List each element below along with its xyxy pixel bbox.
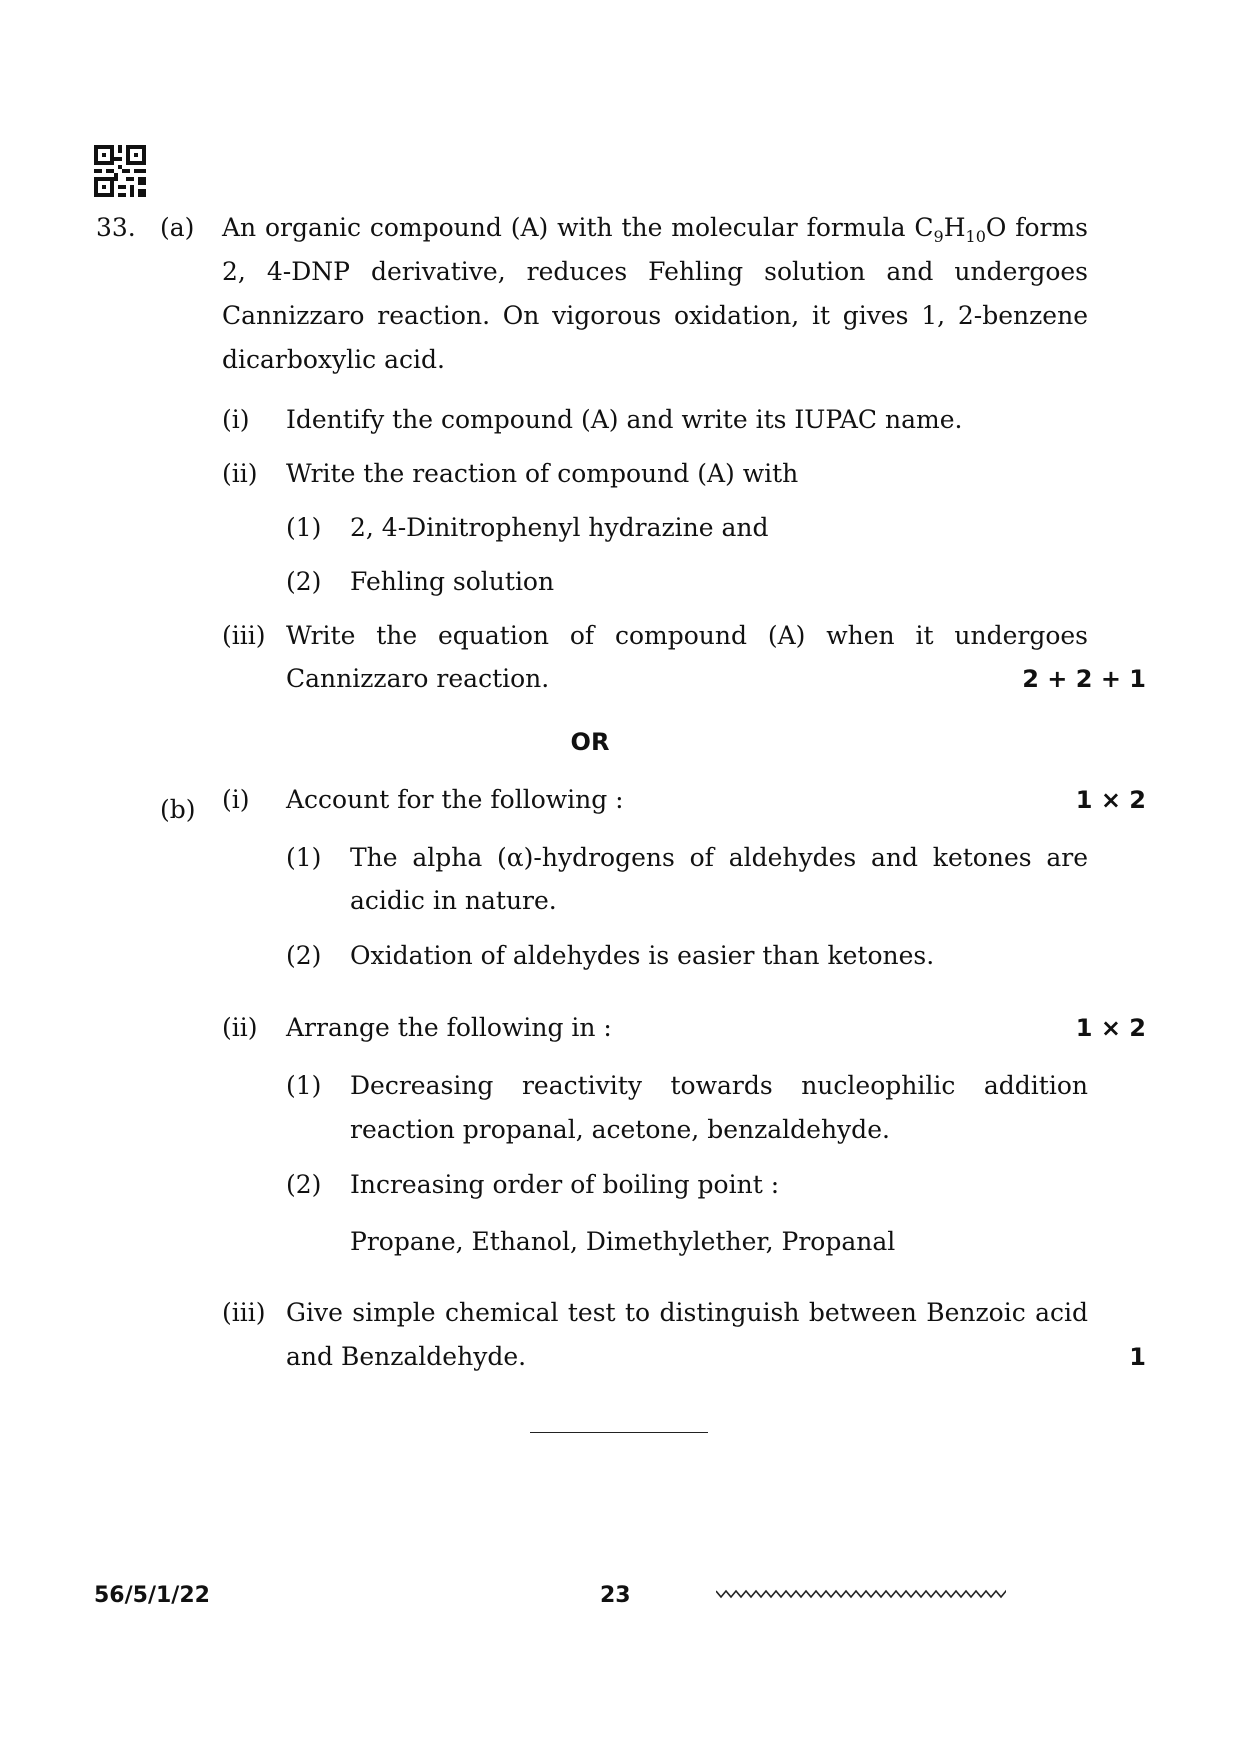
part-b-i-2-label: (2): [286, 941, 322, 970]
part-a-ii-1-label: (1): [286, 513, 322, 542]
part-b-i-label: (i): [222, 785, 250, 814]
part-a-intro-line-4: dicarboxylic acid.: [222, 345, 445, 374]
part-a-intro-line-1: An organic compound (A) with the molecular formula $C_9H_{10}O$ forms: [222, 213, 1088, 246]
part-a-ii-text: Write the reaction of compound (A) with: [286, 459, 799, 488]
part-b-iii-marks: 1: [1129, 1343, 1146, 1371]
part-b-i-text: Account for the following :: [286, 785, 624, 814]
part-a-ii-2-label: (2): [286, 567, 322, 596]
part-b-iii-line-1: Give simple chemical test to distinguish between Benzoic acid: [286, 1298, 1088, 1327]
part-a-label: (a): [160, 213, 195, 242]
part-a-iii-line-1: Write the equation of compound (A) when it undergoes: [286, 621, 1088, 650]
part-b-i-1-line-1: The alpha (α)-hydrogens of aldehydes and ketones are: [350, 843, 1088, 872]
part-a-i-label: (i): [222, 405, 250, 434]
part-a-iii-line-2: Cannizzaro reaction.: [286, 664, 550, 693]
part-a-ii-label: (ii): [222, 459, 258, 488]
or-separator: OR: [570, 728, 610, 756]
part-b-ii-1-line-2: reaction propanal, acetone, benzaldehyde.: [350, 1115, 890, 1144]
part-a-i-text: Identify the compound (A) and write its IUPAC name.: [286, 405, 963, 434]
part-b-i-marks: 1 × 2: [1075, 786, 1146, 814]
page-number: 23: [600, 1583, 631, 1608]
part-b-i-1-line-2: acidic in nature.: [350, 886, 557, 915]
part-b-ii-text: Arrange the following in :: [286, 1013, 612, 1042]
part-b-ii-marks: 1 × 2: [1075, 1014, 1146, 1042]
part-a-intro: [222, 206, 1088, 382]
part-a-iii-label: (iii): [222, 621, 266, 650]
part-b-label: (b): [160, 795, 196, 824]
part-b-iii-label: (iii): [222, 1298, 266, 1327]
part-b-ii-label: (ii): [222, 1013, 258, 1042]
part-b-ii-2-label: (2): [286, 1170, 322, 1199]
part-b-i-1-label: (1): [286, 843, 322, 872]
part-b-ii-2-list: Propane, Ethanol, Dimethylether, Propanal: [350, 1227, 896, 1256]
wavy-line-decoration: [716, 1586, 1006, 1602]
part-b-ii-2-text: Increasing order of boiling point :: [350, 1170, 780, 1199]
part-b-i-2-text: Oxidation of aldehydes is easier than ketones.: [350, 941, 935, 970]
part-a-intro-line-3: Cannizzaro reaction. On vigorous oxidation, it gives 1, 2-benzene: [222, 301, 1088, 330]
end-rule: [530, 1432, 708, 1433]
part-b-ii-1-line-1: Decreasing reactivity towards nucleophilic addition: [350, 1071, 1088, 1100]
part-b-iii-line-2: and Benzaldehyde.: [286, 1342, 527, 1371]
paper-code: 56/5/1/22: [94, 1583, 210, 1608]
part-a-ii-1-text: 2, 4-Dinitrophenyl hydrazine and: [350, 513, 769, 542]
part-b-ii-1-label: (1): [286, 1071, 322, 1100]
part-a-ii-2-text: Fehling solution: [350, 567, 555, 596]
qr-code: [94, 145, 146, 197]
part-a-intro-line-2: 2, 4-DNP derivative, reduces Fehling solution and undergoes: [222, 257, 1088, 286]
question-number: 33.: [96, 213, 136, 242]
part-a-marks: 2 + 2 + 1: [1022, 665, 1146, 693]
